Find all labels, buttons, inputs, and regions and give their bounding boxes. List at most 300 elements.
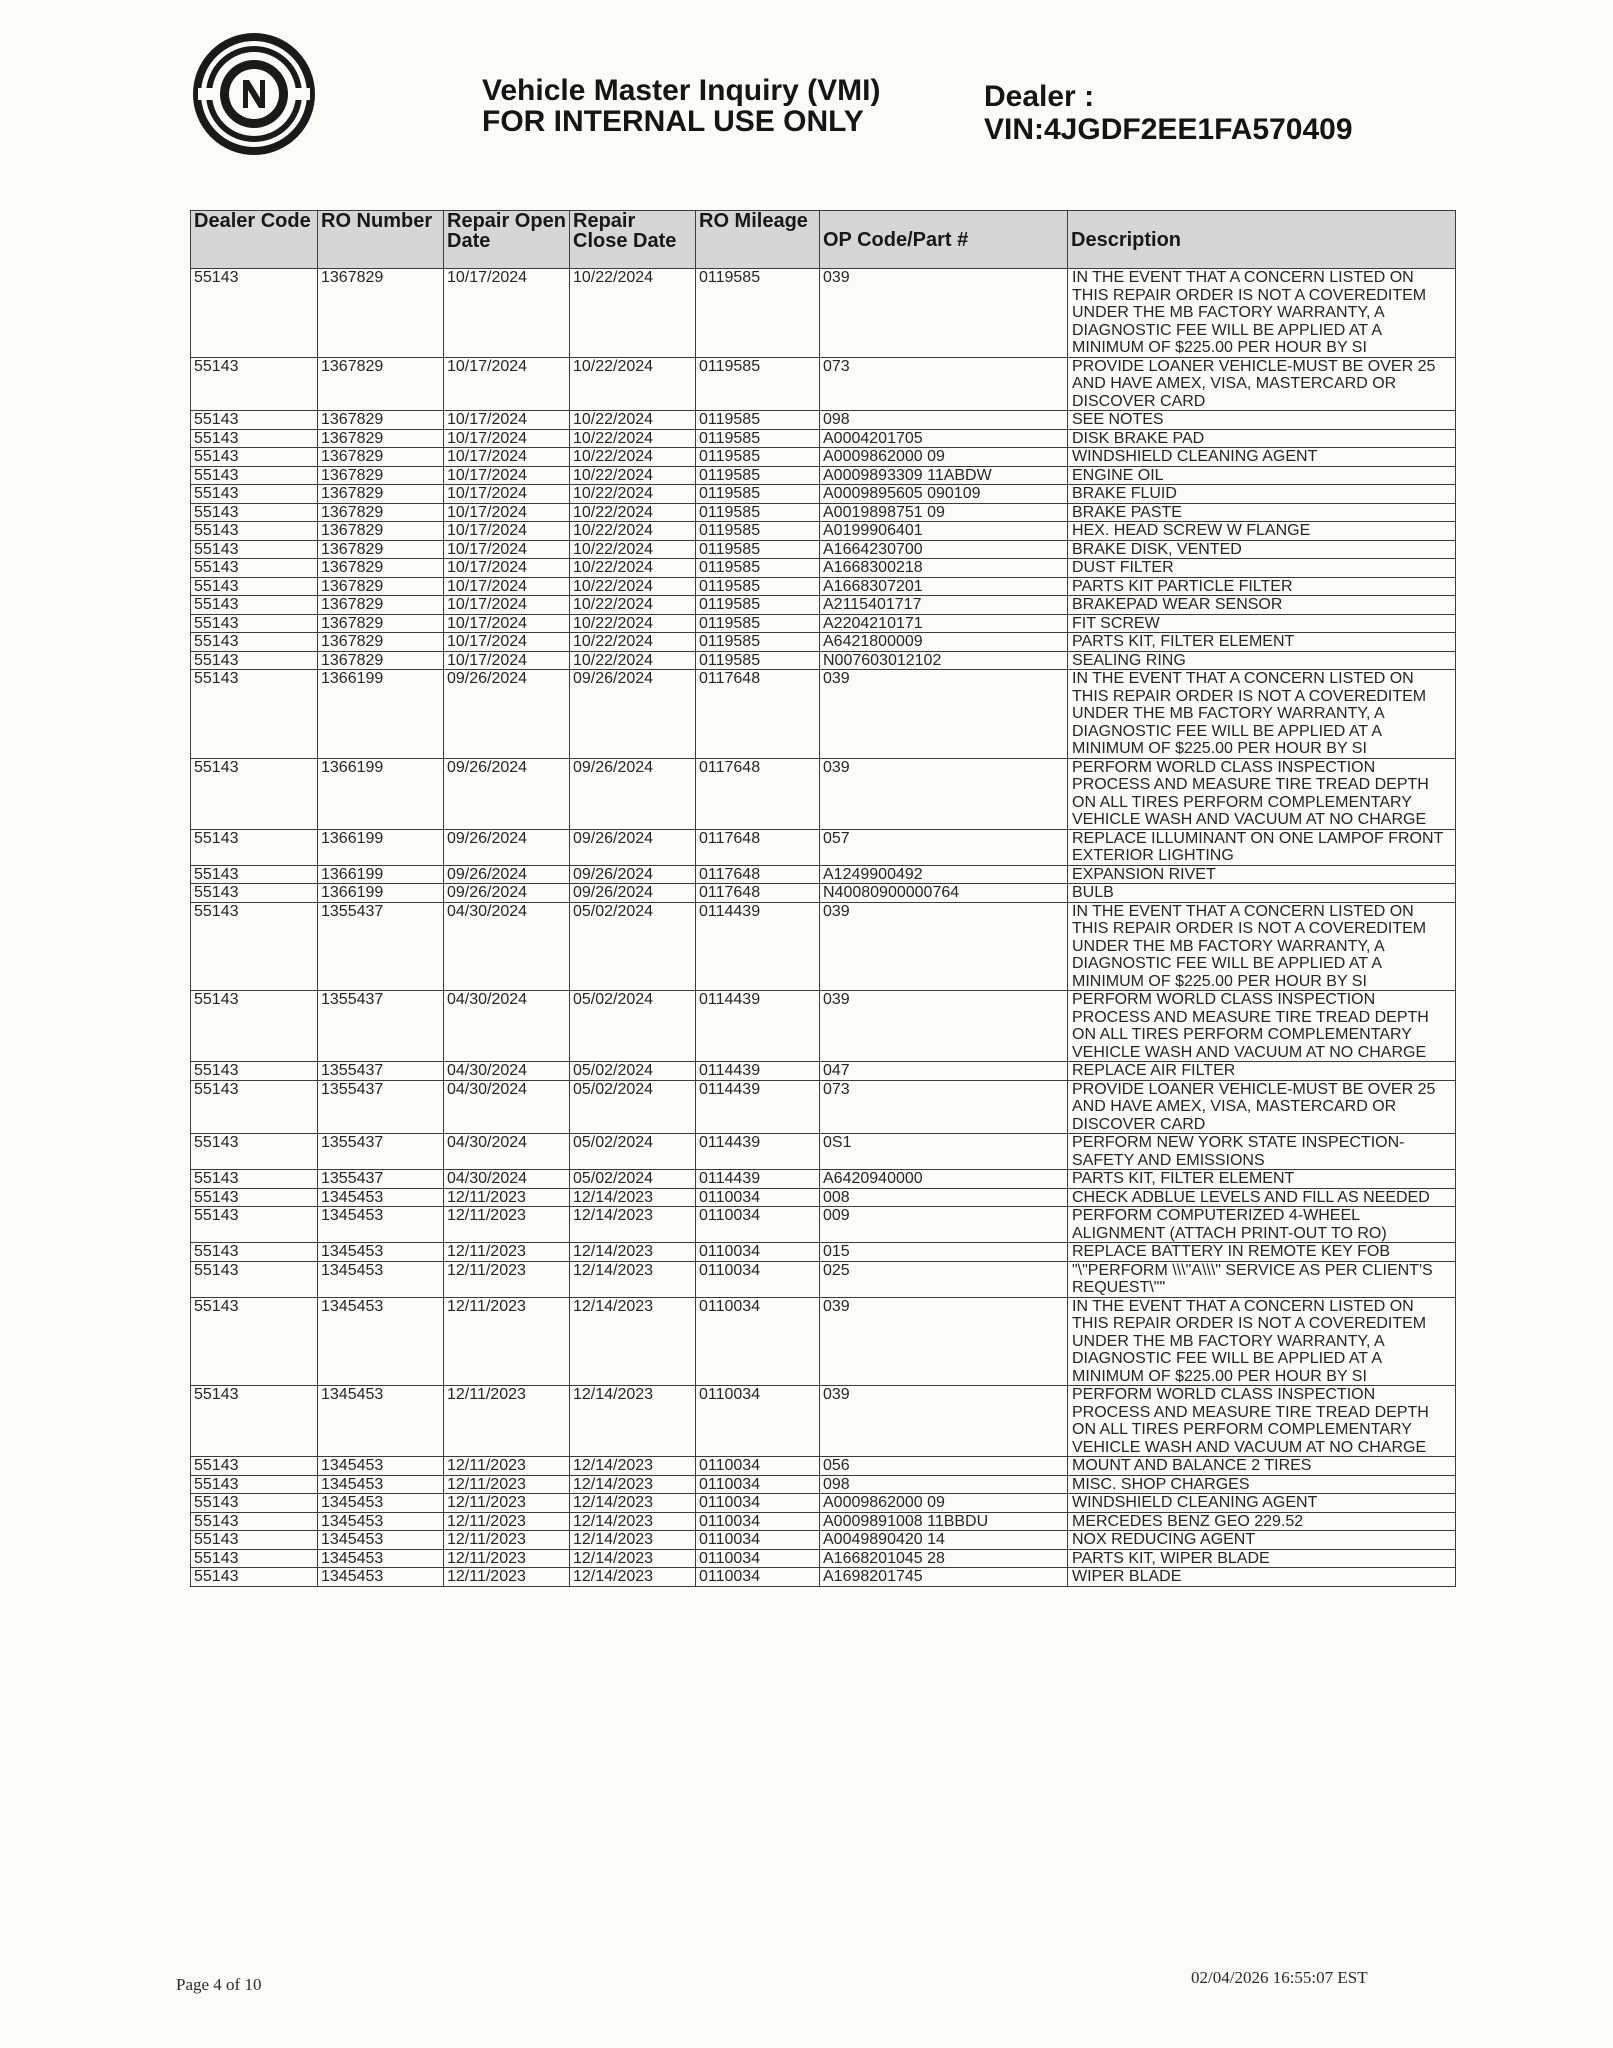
- table-row: [191, 429, 1456, 448]
- table-cell: A1668307201: [820, 577, 1068, 596]
- table-cell: 55143: [191, 503, 318, 522]
- table-cell: 1355437: [318, 902, 444, 991]
- table-row: [191, 1080, 1456, 1134]
- table-cell: EXPANSION RIVET: [1068, 865, 1456, 884]
- table-cell: 10/22/2024: [570, 269, 696, 358]
- table-cell: 09/26/2024: [444, 829, 570, 865]
- table-cell: 0119585: [696, 448, 820, 467]
- table-cell: SEE NOTES: [1068, 411, 1456, 430]
- table-cell: 55143: [191, 829, 318, 865]
- table-cell: 0117648: [696, 758, 820, 829]
- table-cell: PROVIDE LOANER VEHICLE-MUST BE OVER 25 AND HAVE AMEX, VISA, MASTERCARD OR DISCOVER CARD: [1068, 1080, 1456, 1134]
- table-row: [191, 1386, 1456, 1457]
- table-cell: 1367829: [318, 596, 444, 615]
- table-cell: 12/11/2023: [444, 1261, 570, 1297]
- table-cell: 1367829: [318, 559, 444, 578]
- table-cell: 12/11/2023: [444, 1386, 570, 1457]
- table-cell: A0049890420 14: [820, 1531, 1068, 1550]
- table-cell: 55143: [191, 991, 318, 1062]
- table-cell: ENGINE OIL: [1068, 466, 1456, 485]
- table-cell: A0004201705: [820, 429, 1068, 448]
- table-cell: 55143: [191, 411, 318, 430]
- table-cell: PARTS KIT PARTICLE FILTER: [1068, 577, 1456, 596]
- table-cell: 12/11/2023: [444, 1457, 570, 1476]
- table-row: [191, 1134, 1456, 1170]
- table-cell: 12/14/2023: [570, 1261, 696, 1297]
- table-cell: CHECK ADBLUE LEVELS AND FILL AS NEEDED: [1068, 1188, 1456, 1207]
- table-cell: 55143: [191, 1457, 318, 1476]
- table-cell: 1366199: [318, 670, 444, 759]
- table-cell: 1366199: [318, 758, 444, 829]
- table-cell: 10/22/2024: [570, 429, 696, 448]
- table-cell: BULB: [1068, 884, 1456, 903]
- table-cell: 12/11/2023: [444, 1512, 570, 1531]
- table-cell: 009: [820, 1207, 1068, 1243]
- column-header: RO Number: [318, 211, 444, 269]
- table-cell: 10/17/2024: [444, 357, 570, 411]
- table-cell: 10/22/2024: [570, 633, 696, 652]
- table-cell: 1367829: [318, 633, 444, 652]
- table-cell: 09/26/2024: [570, 829, 696, 865]
- table-cell: 039: [820, 902, 1068, 991]
- table-row: [191, 466, 1456, 485]
- table-cell: A0009895605 090109: [820, 485, 1068, 504]
- table-cell: 1345453: [318, 1531, 444, 1550]
- table-cell: 057: [820, 829, 1068, 865]
- table-cell: 55143: [191, 670, 318, 759]
- table-cell: 0110034: [696, 1475, 820, 1494]
- table-cell: 04/30/2024: [444, 902, 570, 991]
- table-cell: 05/02/2024: [570, 1134, 696, 1170]
- table-cell: 1355437: [318, 1062, 444, 1081]
- table-cell: PERFORM WORLD CLASS INSPECTION PROCESS AND MEASURE TIRE TREAD DEPTH ON ALL TIRES PERFORM COMPLEMENTARY VEHICLE WASH AND VACUUM AT NO CHARGE: [1068, 1386, 1456, 1457]
- table-cell: 10/17/2024: [444, 411, 570, 430]
- table-cell: 12/11/2023: [444, 1297, 570, 1386]
- table-cell: 55143: [191, 1080, 318, 1134]
- table-row: [191, 503, 1456, 522]
- table-cell: 0119585: [696, 429, 820, 448]
- table-cell: 0119585: [696, 357, 820, 411]
- table-cell: 0119585: [696, 540, 820, 559]
- table-cell: REPLACE AIR FILTER: [1068, 1062, 1456, 1081]
- table-cell: A2204210171: [820, 614, 1068, 633]
- table-cell: A1668300218: [820, 559, 1068, 578]
- table-cell: 55143: [191, 1475, 318, 1494]
- table-cell: 0119585: [696, 651, 820, 670]
- table-cell: 098: [820, 411, 1068, 430]
- table-cell: A1249900492: [820, 865, 1068, 884]
- table-cell: 039: [820, 1386, 1068, 1457]
- table-row: [191, 1243, 1456, 1262]
- table-cell: A1664230700: [820, 540, 1068, 559]
- table-cell: 10/22/2024: [570, 503, 696, 522]
- table-cell: PARTS KIT, FILTER ELEMENT: [1068, 1170, 1456, 1189]
- table-cell: 0110034: [696, 1512, 820, 1531]
- table-row: [191, 522, 1456, 541]
- table-cell: 55143: [191, 1134, 318, 1170]
- table-cell: 0110034: [696, 1568, 820, 1587]
- table-cell: 1366199: [318, 865, 444, 884]
- table-cell: 0110034: [696, 1243, 820, 1262]
- table-cell: 039: [820, 670, 1068, 759]
- table-cell: 0110034: [696, 1386, 820, 1457]
- table-cell: 55143: [191, 865, 318, 884]
- column-header: Repair Close Date: [570, 211, 696, 269]
- table-cell: 1367829: [318, 540, 444, 559]
- table-cell: 55143: [191, 1512, 318, 1531]
- table-cell: NOX REDUCING AGENT: [1068, 1531, 1456, 1550]
- table-cell: 04/30/2024: [444, 991, 570, 1062]
- table-cell: 1355437: [318, 1134, 444, 1170]
- table-cell: REPLACE ILLUMINANT ON ONE LAMPOF FRONT EXTERIOR LIGHTING: [1068, 829, 1456, 865]
- table-cell: 039: [820, 991, 1068, 1062]
- table-cell: 05/02/2024: [570, 1062, 696, 1081]
- table-cell: 12/14/2023: [570, 1243, 696, 1262]
- table-cell: 09/26/2024: [444, 865, 570, 884]
- table-cell: 1345453: [318, 1457, 444, 1476]
- table-cell: 09/26/2024: [570, 670, 696, 759]
- table-row: [191, 614, 1456, 633]
- table-cell: 55143: [191, 1170, 318, 1189]
- table-cell: 0119585: [696, 614, 820, 633]
- table-cell: 04/30/2024: [444, 1062, 570, 1081]
- table-cell: 0114439: [696, 902, 820, 991]
- table-cell: 09/26/2024: [444, 670, 570, 759]
- table-cell: DUST FILTER: [1068, 559, 1456, 578]
- report-title: [482, 75, 880, 137]
- table-cell: 55143: [191, 1549, 318, 1568]
- table-cell: A0009862000 09: [820, 1494, 1068, 1513]
- table-cell: 1355437: [318, 1080, 444, 1134]
- table-row: [191, 651, 1456, 670]
- table-cell: 0119585: [696, 577, 820, 596]
- table-cell: 12/14/2023: [570, 1207, 696, 1243]
- table-cell: 55143: [191, 1494, 318, 1513]
- table-cell: 0110034: [696, 1207, 820, 1243]
- table-cell: 10/17/2024: [444, 269, 570, 358]
- repair-history-table: [190, 210, 1456, 1587]
- table-cell: 10/22/2024: [570, 522, 696, 541]
- table-cell: 10/17/2024: [444, 633, 570, 652]
- table-row: [191, 269, 1456, 358]
- table-cell: 0117648: [696, 829, 820, 865]
- table-cell: 55143: [191, 429, 318, 448]
- table-cell: PERFORM WORLD CLASS INSPECTION PROCESS AND MEASURE TIRE TREAD DEPTH ON ALL TIRES PERFORM COMPLEMENTARY VEHICLE WASH AND VACUUM AT NO CHARGE: [1068, 758, 1456, 829]
- table-cell: WINDSHIELD CLEANING AGENT: [1068, 448, 1456, 467]
- table-cell: 10/17/2024: [444, 540, 570, 559]
- table-cell: IN THE EVENT THAT A CONCERN LISTED ON THIS REPAIR ORDER IS NOT A COVEREDITEM UNDER THE MB FACTORY WARRANTY, A DIAGNOSTIC FEE WILL BE APPLIED AT A MINIMUM OF $225.00 PER HOUR BY SI: [1068, 902, 1456, 991]
- table-cell: PERFORM NEW YORK STATE INSPECTION-SAFETY AND EMISSIONS: [1068, 1134, 1456, 1170]
- table-body: [191, 269, 1456, 1587]
- table-row: [191, 1170, 1456, 1189]
- table-cell: A6420940000: [820, 1170, 1068, 1189]
- table-cell: 1367829: [318, 466, 444, 485]
- table-cell: HEX. HEAD SCREW W FLANGE: [1068, 522, 1456, 541]
- table-cell: 05/02/2024: [570, 1080, 696, 1134]
- table-cell: 047: [820, 1062, 1068, 1081]
- report-title-line1: Vehicle Master Inquiry (VMI): [482, 74, 881, 107]
- table-cell: 04/30/2024: [444, 1134, 570, 1170]
- table-cell: 10/17/2024: [444, 448, 570, 467]
- table-cell: 12/11/2023: [444, 1243, 570, 1262]
- table-cell: 0110034: [696, 1549, 820, 1568]
- table-cell: 0119585: [696, 522, 820, 541]
- table-cell: 1345453: [318, 1261, 444, 1297]
- table-cell: FIT SCREW: [1068, 614, 1456, 633]
- table-cell: 1367829: [318, 577, 444, 596]
- table-cell: N40080900000764: [820, 884, 1068, 903]
- table-cell: 1355437: [318, 991, 444, 1062]
- table-cell: 55143: [191, 1062, 318, 1081]
- table-cell: 0119585: [696, 596, 820, 615]
- table-row: [191, 829, 1456, 865]
- table-cell: 10/22/2024: [570, 559, 696, 578]
- table-cell: A0009893309 11ABDW: [820, 466, 1068, 485]
- page-number: Page 4 of 10: [176, 1975, 262, 1994]
- table-cell: 55143: [191, 633, 318, 652]
- table-row: [191, 1475, 1456, 1494]
- table-row: [191, 1207, 1456, 1243]
- table-cell: 55143: [191, 1386, 318, 1457]
- table-cell: BRAKEPAD WEAR SENSOR: [1068, 596, 1456, 615]
- table-cell: 12/11/2023: [444, 1494, 570, 1513]
- table-cell: 0119585: [696, 503, 820, 522]
- table-cell: 10/17/2024: [444, 429, 570, 448]
- table-cell: 55143: [191, 577, 318, 596]
- table-cell: 0114439: [696, 1062, 820, 1081]
- table-cell: PROVIDE LOANER VEHICLE-MUST BE OVER 25 AND HAVE AMEX, VISA, MASTERCARD OR DISCOVER CARD: [1068, 357, 1456, 411]
- table-cell: 1345453: [318, 1386, 444, 1457]
- dealer-label: Dealer :: [984, 80, 1095, 113]
- table-cell: 12/14/2023: [570, 1297, 696, 1386]
- table-cell: A0019898751 09: [820, 503, 1068, 522]
- table-cell: BRAKE DISK, VENTED: [1068, 540, 1456, 559]
- table-cell: 12/14/2023: [570, 1568, 696, 1587]
- table-cell: 1345453: [318, 1475, 444, 1494]
- table-row: [191, 411, 1456, 430]
- table-row: [191, 1062, 1456, 1081]
- table-row: [191, 448, 1456, 467]
- table-cell: 55143: [191, 1207, 318, 1243]
- table-cell: 1367829: [318, 651, 444, 670]
- table-cell: 55143: [191, 1568, 318, 1587]
- table-cell: 04/30/2024: [444, 1080, 570, 1134]
- table-cell: BRAKE PASTE: [1068, 503, 1456, 522]
- table-cell: 1367829: [318, 522, 444, 541]
- table-cell: 0110034: [696, 1457, 820, 1476]
- table-cell: 10/17/2024: [444, 651, 570, 670]
- table-cell: 0110034: [696, 1494, 820, 1513]
- table-cell: 0114439: [696, 991, 820, 1062]
- table-row: [191, 1531, 1456, 1550]
- table-cell: 10/17/2024: [444, 577, 570, 596]
- table-cell: PARTS KIT, WIPER BLADE: [1068, 1549, 1456, 1568]
- table-cell: 12/11/2023: [444, 1549, 570, 1568]
- table-row: [191, 540, 1456, 559]
- table-cell: 09/26/2024: [570, 884, 696, 903]
- table-cell: WINDSHIELD CLEANING AGENT: [1068, 1494, 1456, 1513]
- table-cell: MERCEDES BENZ GEO 229.52: [1068, 1512, 1456, 1531]
- table-cell: 10/22/2024: [570, 466, 696, 485]
- table-cell: 12/14/2023: [570, 1494, 696, 1513]
- table-cell: 12/14/2023: [570, 1475, 696, 1494]
- table-cell: DISK BRAKE PAD: [1068, 429, 1456, 448]
- vin-label: VIN:4JGDF2EE1FA570409: [984, 113, 1353, 146]
- table-cell: 039: [820, 758, 1068, 829]
- table-row: [191, 633, 1456, 652]
- table-cell: 09/26/2024: [444, 884, 570, 903]
- table-cell: 10/22/2024: [570, 596, 696, 615]
- table-cell: 015: [820, 1243, 1068, 1262]
- table-cell: A2115401717: [820, 596, 1068, 615]
- table-cell: 039: [820, 1297, 1068, 1386]
- table-cell: 12/11/2023: [444, 1475, 570, 1494]
- table-cell: MISC. SHOP CHARGES: [1068, 1475, 1456, 1494]
- table-cell: 12/14/2023: [570, 1512, 696, 1531]
- table-cell: 55143: [191, 466, 318, 485]
- table-cell: 55143: [191, 1243, 318, 1262]
- table-cell: MOUNT AND BALANCE 2 TIRES: [1068, 1457, 1456, 1476]
- table-cell: PARTS KIT, FILTER ELEMENT: [1068, 633, 1456, 652]
- table-cell: 55143: [191, 485, 318, 504]
- table-cell: 55143: [191, 651, 318, 670]
- table-row: [191, 884, 1456, 903]
- table-cell: A0009891008 11BBDU: [820, 1512, 1068, 1531]
- table-cell: 0110034: [696, 1188, 820, 1207]
- table-row: [191, 991, 1456, 1062]
- table-cell: A1668201045 28: [820, 1549, 1068, 1568]
- table-row: [191, 1494, 1456, 1513]
- table-cell: 0117648: [696, 865, 820, 884]
- table-cell: 12/14/2023: [570, 1549, 696, 1568]
- table-cell: 12/14/2023: [570, 1531, 696, 1550]
- table-cell: 12/14/2023: [570, 1457, 696, 1476]
- table-cell: 1367829: [318, 614, 444, 633]
- table-cell: 0117648: [696, 670, 820, 759]
- table-cell: 12/11/2023: [444, 1207, 570, 1243]
- table-cell: 0110034: [696, 1531, 820, 1550]
- table-cell: 0S1: [820, 1134, 1068, 1170]
- table-cell: 55143: [191, 1297, 318, 1386]
- table-cell: 55143: [191, 1188, 318, 1207]
- table-cell: 1345453: [318, 1243, 444, 1262]
- table-cell: SEALING RING: [1068, 651, 1456, 670]
- table-cell: 04/30/2024: [444, 1170, 570, 1189]
- table-cell: 10/22/2024: [570, 485, 696, 504]
- table-cell: BRAKE FLUID: [1068, 485, 1456, 504]
- table-cell: 10/17/2024: [444, 559, 570, 578]
- table-cell: 1355437: [318, 1170, 444, 1189]
- table-cell: 1345453: [318, 1297, 444, 1386]
- table-cell: 0114439: [696, 1134, 820, 1170]
- column-header: Description: [1068, 211, 1456, 269]
- table-cell: 0119585: [696, 559, 820, 578]
- table-row: [191, 596, 1456, 615]
- table-cell: 05/02/2024: [570, 991, 696, 1062]
- table-cell: 1366199: [318, 884, 444, 903]
- table-cell: 55143: [191, 902, 318, 991]
- table-cell: 10/22/2024: [570, 357, 696, 411]
- table-cell: 1345453: [318, 1494, 444, 1513]
- table-cell: 1345453: [318, 1549, 444, 1568]
- table-cell: 1345453: [318, 1568, 444, 1587]
- table-cell: 05/02/2024: [570, 902, 696, 991]
- table-cell: 10/22/2024: [570, 411, 696, 430]
- table-cell: 098: [820, 1475, 1068, 1494]
- table-cell: 55143: [191, 540, 318, 559]
- table-cell: 10/17/2024: [444, 485, 570, 504]
- column-header: RO Mileage: [696, 211, 820, 269]
- column-header: OP Code/Part #: [820, 211, 1068, 269]
- table-cell: 55143: [191, 559, 318, 578]
- table-cell: 0119585: [696, 633, 820, 652]
- table-cell: 09/26/2024: [570, 865, 696, 884]
- table-row: [191, 758, 1456, 829]
- table-row: [191, 670, 1456, 759]
- table-cell: REPLACE BATTERY IN REMOTE KEY FOB: [1068, 1243, 1456, 1262]
- table-cell: 0110034: [696, 1261, 820, 1297]
- table-cell: 10/17/2024: [444, 503, 570, 522]
- table-cell: IN THE EVENT THAT A CONCERN LISTED ON THIS REPAIR ORDER IS NOT A COVEREDITEM UNDER THE MB FACTORY WARRANTY, A DIAGNOSTIC FEE WILL BE APPLIED AT A MINIMUM OF $225.00 PER HOUR BY SI: [1068, 269, 1456, 358]
- table-cell: 10/22/2024: [570, 540, 696, 559]
- column-header: Repair Open Date: [444, 211, 570, 269]
- report-title-line2: FOR INTERNAL USE ONLY: [482, 105, 864, 138]
- table-cell: 10/22/2024: [570, 448, 696, 467]
- table-cell: IN THE EVENT THAT A CONCERN LISTED ON THIS REPAIR ORDER IS NOT A COVEREDITEM UNDER THE MB FACTORY WARRANTY, A DIAGNOSTIC FEE WILL BE APPLIED AT A MINIMUM OF $225.00 PER HOUR BY SI: [1068, 670, 1456, 759]
- table-cell: 1345453: [318, 1188, 444, 1207]
- table-cell: 039: [820, 269, 1068, 358]
- table-cell: "\"PERFORM \\\"A\\\" SERVICE AS PER CLIENT'S REQUEST\"": [1068, 1261, 1456, 1297]
- table-cell: 55143: [191, 1531, 318, 1550]
- table-cell: 1366199: [318, 829, 444, 865]
- table-cell: 10/17/2024: [444, 596, 570, 615]
- table-cell: 0110034: [696, 1297, 820, 1386]
- table-cell: 1367829: [318, 411, 444, 430]
- table-cell: 1367829: [318, 429, 444, 448]
- table-cell: PERFORM COMPUTERIZED 4-WHEEL ALIGNMENT (ATTACH PRINT-OUT TO RO): [1068, 1207, 1456, 1243]
- table-cell: 10/22/2024: [570, 614, 696, 633]
- table-row: [191, 865, 1456, 884]
- dealer-logo: [192, 32, 316, 156]
- table-cell: 55143: [191, 758, 318, 829]
- table-cell: 1367829: [318, 357, 444, 411]
- table-cell: 1367829: [318, 485, 444, 504]
- table-cell: PERFORM WORLD CLASS INSPECTION PROCESS AND MEASURE TIRE TREAD DEPTH ON ALL TIRES PERFORM COMPLEMENTARY VEHICLE WASH AND VACUUM AT NO CHARGE: [1068, 991, 1456, 1062]
- table-cell: 55143: [191, 522, 318, 541]
- table-cell: 073: [820, 357, 1068, 411]
- table-cell: 025: [820, 1261, 1068, 1297]
- table-cell: 10/17/2024: [444, 614, 570, 633]
- table-cell: 1345453: [318, 1207, 444, 1243]
- table-cell: 1367829: [318, 448, 444, 467]
- table-cell: 09/26/2024: [444, 758, 570, 829]
- table-cell: 1345453: [318, 1512, 444, 1531]
- table-row: [191, 1188, 1456, 1207]
- table-cell: 008: [820, 1188, 1068, 1207]
- table-row: [191, 1261, 1456, 1297]
- table-cell: 12/11/2023: [444, 1188, 570, 1207]
- table-cell: 10/22/2024: [570, 577, 696, 596]
- table-row: [191, 559, 1456, 578]
- vehicle-header: [984, 80, 1353, 146]
- table-cell: 10/17/2024: [444, 466, 570, 485]
- table-cell: 55143: [191, 614, 318, 633]
- table-cell: 55143: [191, 448, 318, 467]
- table-row: [191, 1297, 1456, 1386]
- table-cell: 0119585: [696, 411, 820, 430]
- column-header: Dealer Code: [191, 211, 318, 269]
- table-cell: N007603012102: [820, 651, 1068, 670]
